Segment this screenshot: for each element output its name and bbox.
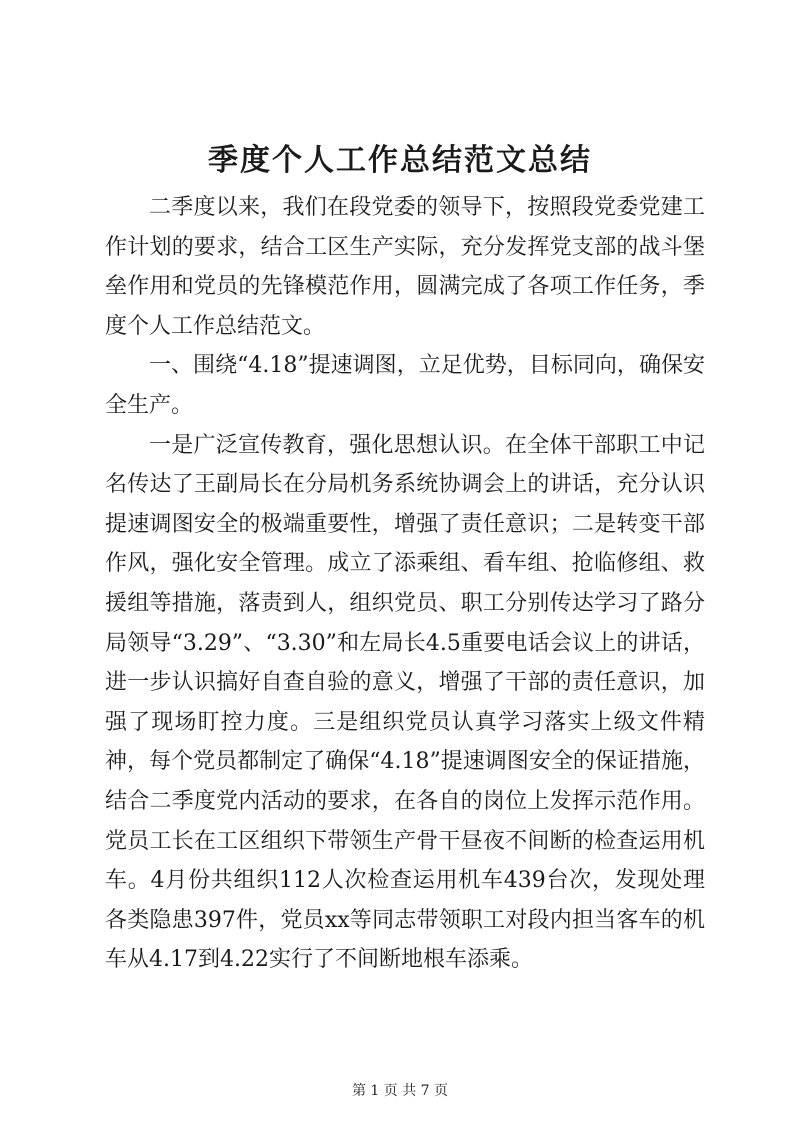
document-title: 季度个人工作总结范文总结 — [208, 143, 592, 178]
paragraph-section-heading: 一、围绕“4.18”提速调图，立足优势，目标同向，确保安全生产。 — [105, 353, 705, 418]
paragraph-intro: 二季度以来，我们在段党委的领导下，按照段党委党建工作计划的要求，结合工区生产实际，充分发挥党支部的战斗堡垒作用和党员的先锋模范作用，圆满完成了各项工作任务，季度个人工作总结范文。 — [105, 195, 705, 339]
document-body — [105, 188, 705, 980]
page-footer: 第 1 页 共 7 页 — [351, 1083, 449, 1099]
paragraph-details: 一是广泛宣传教育，强化思想认识。在全体干部职工中记名传达了王副局长在分局机务系统协调会上的讲话，充分认识提速调图安全的极端重要性，增强了责任意识；二是转变干部作风，强化安全管理。成立了添乘组、看车组、抢临修组、救援组等措施，落责到人，组织党员、职工分别传达学习了路分局领导“3.29”、“3.30”和左局长4.5重要电话会议上的讲话，进一步认识搞好自查自验的意义，增强了干部的责任意识，加强了现场盯控力度。三是组织党员认真学习落实上级文件精神，每个党员都制定了确保“4.18”提速调图安全的保证措施，结合二季度党内活动的要求，在各自的岗位上发挥示范作用。党员工长在工区组织下带领生产骨干昼夜不间断的检查运用机车。4月份共组织112人次检查运用机车439台次，发现处理各类隐患397件，党员xx等同志带领职工对段内担当客车的机车从4.17到4.22实行了不间断地根车添乘。 — [105, 432, 705, 973]
